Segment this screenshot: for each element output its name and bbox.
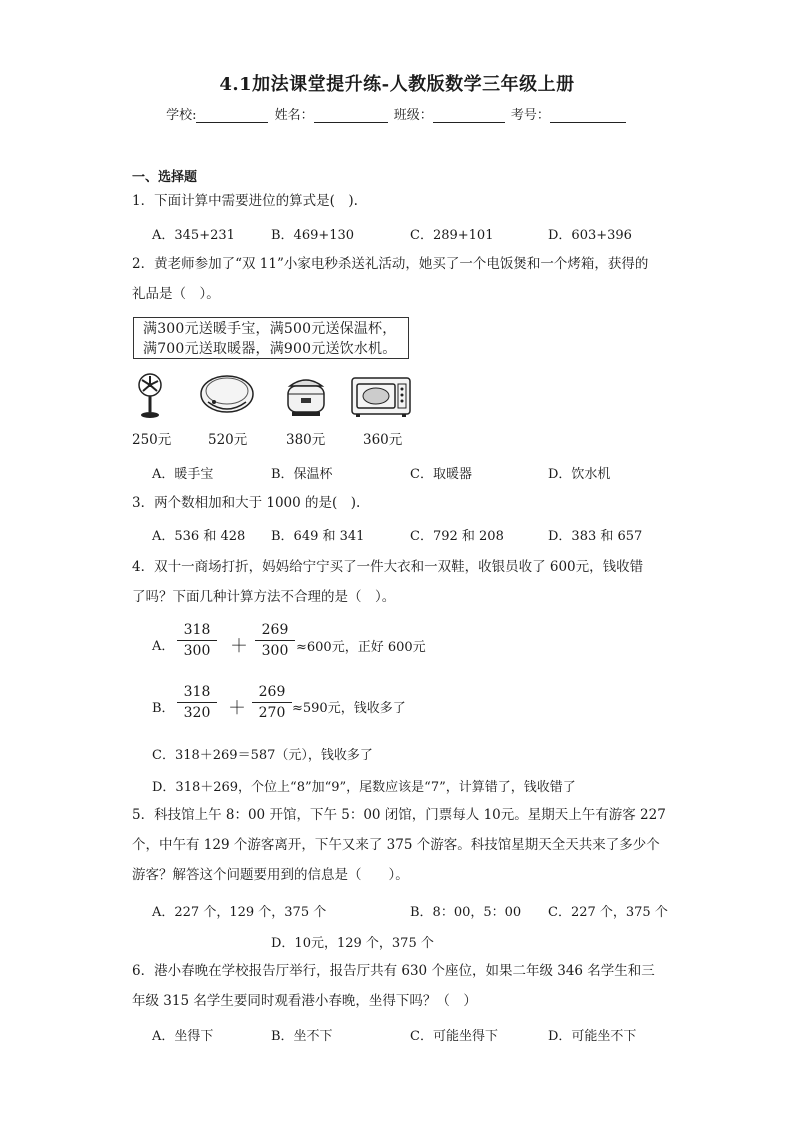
estimate-b-result: ≈590元，钱收多了 — [292, 701, 406, 716]
fan-icon — [130, 372, 170, 420]
question-2-line-2: 礼品是（ ）。 — [132, 286, 220, 302]
option-b[interactable]: B．469+130 — [271, 228, 355, 243]
question-6-line-1: 6．港小春晚在学校报告厅举行，报告厅共有 630 个座位，如果二年级 346 名学生和三 — [132, 963, 655, 979]
option-c[interactable]: C．可能坐得下 — [410, 1029, 498, 1044]
option-a[interactable]: A．227 个，129 个，375 个 — [152, 905, 327, 920]
rice-cooker-icon — [282, 372, 330, 420]
estimate-a-first: $\frac{318}{300}$ — [177, 622, 217, 659]
option-c[interactable]: C．792 和 208 — [410, 529, 504, 544]
question-5-line-3: 游客？解答这个问题要用到的信息是（ ）。 — [132, 867, 409, 883]
price-rice-cooker: 380元 — [286, 432, 326, 448]
option-d[interactable]: D．10元，129 个，375 个 — [271, 936, 434, 951]
question-5-line-1: 5．科技馆上午 8：00 开馆，下午 5：00 闭馆，门票每人 10元。星期天上午有游客 227 — [132, 807, 666, 823]
question-2-text — [132, 249, 672, 309]
question-6-options — [152, 1025, 672, 1049]
option-b[interactable]: B．8：00，5：00 — [410, 905, 522, 920]
question-3-options — [152, 525, 672, 549]
question-6-text — [132, 956, 672, 1016]
question-3-text: 3．两个数相加和大于 1000 的是( ). — [132, 495, 361, 511]
promotion-line-2: 满700元送取暖器，满900元送饮水机。 — [143, 341, 397, 357]
option-a[interactable]: A． — [152, 639, 175, 654]
option-b[interactable]: B．保温杯 — [271, 467, 333, 482]
price-microwave: 360元 — [363, 432, 403, 448]
class-label: 班级： — [393, 108, 433, 123]
option-d[interactable]: D．可能坐不下 — [548, 1029, 637, 1044]
option-a[interactable]: A．坐得下 — [152, 1029, 214, 1044]
exam-no-label: 考号： — [510, 108, 550, 123]
name-label: 姓名： — [274, 108, 314, 123]
option-c[interactable]: C．289+101 — [410, 228, 494, 243]
estimate-a-result: ≈600元，正好 600元 — [296, 640, 426, 655]
question-5-options — [152, 901, 672, 925]
option-c[interactable]: C．取暖器 — [410, 467, 472, 482]
school-blank[interactable] — [196, 108, 268, 123]
question-5-options-row-2 — [152, 932, 672, 956]
option-b[interactable]: B． — [152, 701, 175, 716]
question-6-line-2: 年级 315 名学生要同时观看港小春晚，坐得下吗？（ ） — [132, 993, 477, 1009]
plus-sign: ＋ — [228, 698, 246, 719]
option-c[interactable]: C．227 个，375 个 — [548, 905, 668, 920]
option-b[interactable]: B．坐不下 — [271, 1029, 333, 1044]
price-fan: 250元 — [132, 432, 172, 448]
question-2-options — [152, 463, 672, 487]
estimate-b-second: $\frac{269}{270}$ — [252, 684, 292, 721]
page-title: 4.1加法课堂提升练-人教版数学三年级上册 — [219, 74, 575, 95]
promotion-line-1: 满300元送暖手宝，满500元送保温杯， — [143, 321, 397, 337]
option-d[interactable]: D．饮水机 — [548, 467, 611, 482]
question-1-text: 1．下面计算中需要进位的算式是( ). — [132, 193, 358, 209]
student-info-row — [0, 104, 794, 123]
microwave-icon — [350, 372, 412, 420]
question-4-text — [132, 552, 672, 612]
price-vacuum: 520元 — [208, 432, 248, 448]
estimate-a-second: $\frac{269}{300}$ — [255, 622, 295, 659]
class-blank[interactable] — [433, 108, 505, 123]
question-4-line-2: 了吗？下面几种计算方法不合理的是（ ）。 — [132, 589, 396, 605]
promotion-box — [133, 317, 409, 359]
question-4-line-1: 4．双十一商场打折，妈妈给宁宁买了一件大衣和一双鞋，收银员收了 600元，钱收错 — [132, 559, 644, 575]
option-c[interactable]: C．318＋269＝587（元），钱收多了 — [152, 748, 373, 763]
option-a[interactable]: A．536 和 428 — [152, 529, 246, 544]
robot-vacuum-icon — [198, 372, 256, 420]
section-heading: 一、选择题 — [132, 170, 198, 185]
plus-sign: ＋ — [230, 636, 248, 657]
exam-no-blank[interactable] — [550, 108, 626, 123]
name-blank[interactable] — [314, 108, 388, 123]
option-d[interactable]: D．318＋269，个位上“8”加“9”，尾数应该是“7”，计算错了，钱收错了 — [152, 780, 576, 795]
option-a[interactable]: A．暖手宝 — [152, 467, 214, 482]
school-label: 学校: — [166, 108, 197, 123]
option-d[interactable]: D．603+396 — [548, 228, 632, 243]
option-a[interactable]: A．345+231 — [152, 228, 235, 243]
question-5-text — [132, 800, 672, 890]
question-5-line-2: 个，中午有 129 个游客离开，下午又来了 375 个游客。科技馆星期天全天共来了多少个 — [132, 837, 660, 853]
estimate-b-first: $\frac{318}{320}$ — [177, 684, 217, 721]
option-d[interactable]: D．383 和 657 — [548, 529, 643, 544]
option-b[interactable]: B．649 和 341 — [271, 529, 365, 544]
question-2-line-1: 2．黄老师参加了“双 11”小家电秒杀送礼活动，她买了一个电饭煲和一个烤箱，获得的 — [132, 256, 649, 272]
question-1-options — [152, 224, 672, 248]
